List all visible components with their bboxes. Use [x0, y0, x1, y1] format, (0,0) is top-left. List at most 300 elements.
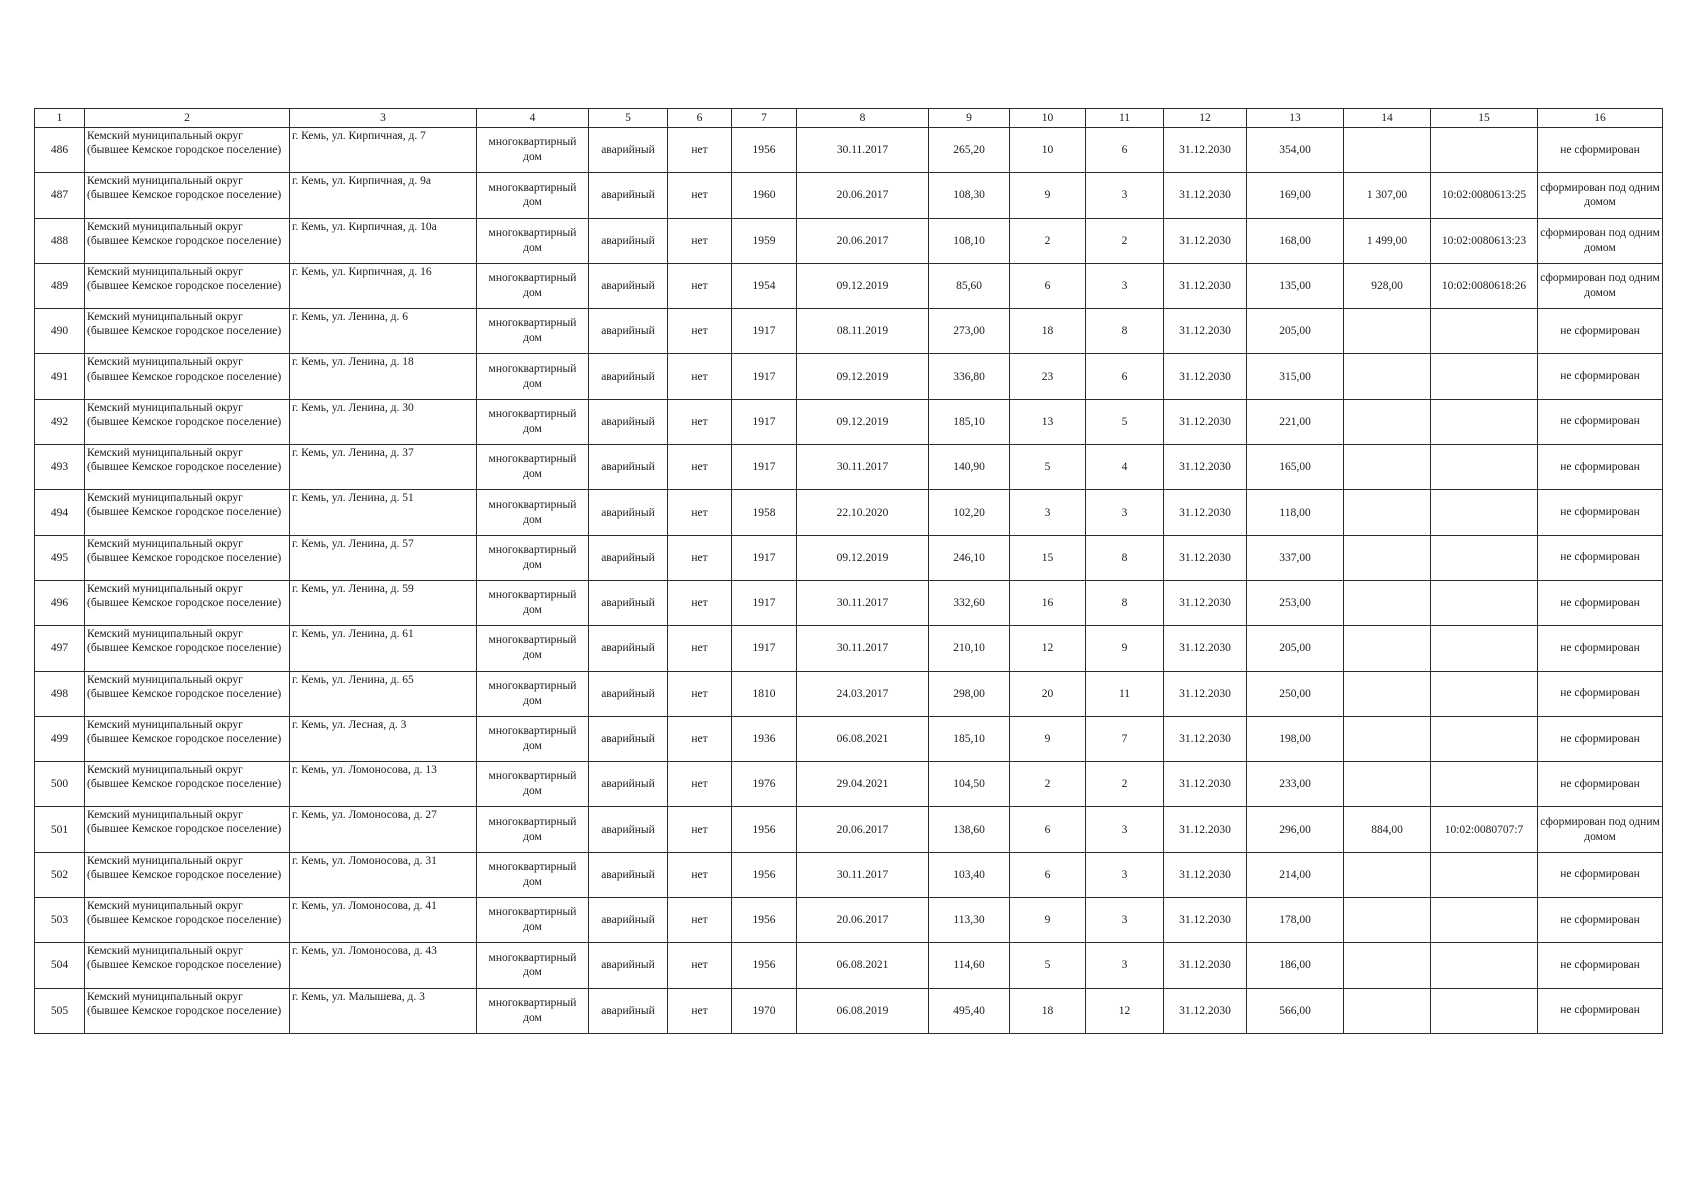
column-11-cell: 9 [1086, 626, 1164, 671]
cadastral-number-cell [1431, 580, 1538, 625]
condition-cell: аварийный [589, 762, 668, 807]
column-11-cell: 5 [1086, 399, 1164, 444]
column-10-cell: 12 [1010, 626, 1086, 671]
column-10-cell: 3 [1010, 490, 1086, 535]
flag-cell: нет [668, 128, 732, 173]
column-13-cell: 205,00 [1247, 626, 1344, 671]
column-13-cell: 566,00 [1247, 988, 1344, 1033]
cadastral-number-cell [1431, 535, 1538, 580]
condition-cell: аварийный [589, 852, 668, 897]
house-type-cell: многоквартирный дом [477, 399, 589, 444]
address-cell: г. Кемь, ул. Ломоносова, д. 31 [290, 852, 477, 897]
flag-cell: нет [668, 943, 732, 988]
column-13-cell: 168,00 [1247, 218, 1344, 263]
area-cell: 336,80 [929, 354, 1010, 399]
condition-cell: аварийный [589, 218, 668, 263]
recognized-date-cell: 30.11.2017 [797, 445, 929, 490]
condition-cell: аварийный [589, 716, 668, 761]
recognized-date-cell: 09.12.2019 [797, 354, 929, 399]
column-11-cell: 6 [1086, 354, 1164, 399]
column-13-cell: 118,00 [1247, 490, 1344, 535]
column-number-14: 14 [1344, 109, 1431, 128]
cadastral-number-cell [1431, 898, 1538, 943]
column-10-cell: 9 [1010, 173, 1086, 218]
plot-area-cell [1344, 943, 1431, 988]
condition-cell: аварийный [589, 807, 668, 852]
column-13-cell: 337,00 [1247, 535, 1344, 580]
house-type-cell: многоквартирный дом [477, 671, 589, 716]
condition-cell: аварийный [589, 898, 668, 943]
area-cell: 246,10 [929, 535, 1010, 580]
column-number-3: 3 [290, 109, 477, 128]
plot-area-cell [1344, 309, 1431, 354]
house-type-cell: многоквартирный дом [477, 354, 589, 399]
column-10-cell: 6 [1010, 263, 1086, 308]
area-cell: 103,40 [929, 852, 1010, 897]
plot-status-cell: не сформирован [1538, 445, 1663, 490]
column-number-4: 4 [477, 109, 589, 128]
plot-area-cell [1344, 490, 1431, 535]
column-11-cell: 2 [1086, 218, 1164, 263]
column-13-cell: 296,00 [1247, 807, 1344, 852]
municipality-cell: Кемский муниципальный округ (бывшее Кемское городское поселение) [85, 399, 290, 444]
plot-status-cell: не сформирован [1538, 943, 1663, 988]
flag-cell: нет [668, 988, 732, 1033]
area-cell: 108,10 [929, 218, 1010, 263]
cadastral-number-cell [1431, 762, 1538, 807]
table-row [35, 399, 1663, 444]
column-10-cell: 9 [1010, 716, 1086, 761]
flag-cell: нет [668, 762, 732, 807]
area-cell: 108,30 [929, 173, 1010, 218]
deadline-date-cell: 31.12.2030 [1164, 988, 1247, 1033]
plot-status-cell: сформирован под одним домом [1538, 173, 1663, 218]
address-cell: г. Кемь, ул. Ленина, д. 18 [290, 354, 477, 399]
column-number-1: 1 [35, 109, 85, 128]
cadastral-number-cell [1431, 671, 1538, 716]
row-number-cell: 492 [35, 399, 85, 444]
area-cell: 114,60 [929, 943, 1010, 988]
recognized-date-cell: 06.08.2021 [797, 716, 929, 761]
row-number-cell: 488 [35, 218, 85, 263]
plot-status-cell: не сформирован [1538, 852, 1663, 897]
flag-cell: нет [668, 445, 732, 490]
table-row [35, 218, 1663, 263]
row-number-cell: 495 [35, 535, 85, 580]
year-cell: 1976 [732, 762, 797, 807]
column-10-cell: 13 [1010, 399, 1086, 444]
house-type-cell: многоквартирный дом [477, 490, 589, 535]
address-cell: г. Кемь, ул. Ленина, д. 57 [290, 535, 477, 580]
recognized-date-cell: 09.12.2019 [797, 535, 929, 580]
area-cell: 140,90 [929, 445, 1010, 490]
row-number-cell: 487 [35, 173, 85, 218]
row-number-cell: 489 [35, 263, 85, 308]
year-cell: 1917 [732, 626, 797, 671]
cadastral-number-cell [1431, 490, 1538, 535]
house-type-cell: многоквартирный дом [477, 807, 589, 852]
deadline-date-cell: 31.12.2030 [1164, 354, 1247, 399]
deadline-date-cell: 31.12.2030 [1164, 445, 1247, 490]
plot-status-cell: не сформирован [1538, 535, 1663, 580]
flag-cell: нет [668, 399, 732, 444]
address-cell: г. Кемь, ул. Ленина, д. 51 [290, 490, 477, 535]
address-cell: г. Кемь, ул. Ленина, д. 30 [290, 399, 477, 444]
column-11-cell: 3 [1086, 898, 1164, 943]
plot-area-cell [1344, 988, 1431, 1033]
column-13-cell: 205,00 [1247, 309, 1344, 354]
column-number-9: 9 [929, 109, 1010, 128]
area-cell: 185,10 [929, 399, 1010, 444]
column-13-cell: 186,00 [1247, 943, 1344, 988]
row-number-cell: 496 [35, 580, 85, 625]
deadline-date-cell: 31.12.2030 [1164, 898, 1247, 943]
table-row [35, 490, 1663, 535]
deadline-date-cell: 31.12.2030 [1164, 399, 1247, 444]
flag-cell: нет [668, 309, 732, 354]
column-13-cell: 315,00 [1247, 354, 1344, 399]
column-11-cell: 3 [1086, 490, 1164, 535]
municipality-cell: Кемский муниципальный округ (бывшее Кемское городское поселение) [85, 671, 290, 716]
condition-cell: аварийный [589, 399, 668, 444]
column-10-cell: 20 [1010, 671, 1086, 716]
row-number-cell: 501 [35, 807, 85, 852]
flag-cell: нет [668, 535, 732, 580]
condition-cell: аварийный [589, 943, 668, 988]
deadline-date-cell: 31.12.2030 [1164, 580, 1247, 625]
deadline-date-cell: 31.12.2030 [1164, 626, 1247, 671]
cadastral-number-cell [1431, 988, 1538, 1033]
column-11-cell: 8 [1086, 535, 1164, 580]
municipality-cell: Кемский муниципальный округ (бывшее Кемское городское поселение) [85, 580, 290, 625]
plot-status-cell: сформирован под одним домом [1538, 218, 1663, 263]
municipality-cell: Кемский муниципальный округ (бывшее Кемское городское поселение) [85, 762, 290, 807]
plot-area-cell [1344, 445, 1431, 490]
condition-cell: аварийный [589, 988, 668, 1033]
deadline-date-cell: 31.12.2030 [1164, 943, 1247, 988]
plot-status-cell: не сформирован [1538, 898, 1663, 943]
deadline-date-cell: 31.12.2030 [1164, 762, 1247, 807]
row-number-cell: 502 [35, 852, 85, 897]
row-number-cell: 504 [35, 943, 85, 988]
column-11-cell: 2 [1086, 762, 1164, 807]
area-cell: 85,60 [929, 263, 1010, 308]
plot-area-cell [1344, 354, 1431, 399]
plot-status-cell: не сформирован [1538, 762, 1663, 807]
address-cell: г. Кемь, ул. Кирпичная, д. 7 [290, 128, 477, 173]
municipality-cell: Кемский муниципальный округ (бывшее Кемское городское поселение) [85, 490, 290, 535]
year-cell: 1956 [732, 807, 797, 852]
recognized-date-cell: 20.06.2017 [797, 807, 929, 852]
recognized-date-cell: 09.12.2019 [797, 263, 929, 308]
column-11-cell: 12 [1086, 988, 1164, 1033]
address-cell: г. Кемь, ул. Ломоносова, д. 27 [290, 807, 477, 852]
municipality-cell: Кемский муниципальный округ (бывшее Кемское городское поселение) [85, 852, 290, 897]
housing-registry-table [34, 108, 1663, 1034]
flag-cell: нет [668, 852, 732, 897]
table-row [35, 128, 1663, 173]
column-13-cell: 178,00 [1247, 898, 1344, 943]
table-row [35, 354, 1663, 399]
year-cell: 1959 [732, 218, 797, 263]
municipality-cell: Кемский муниципальный округ (бывшее Кемское городское поселение) [85, 128, 290, 173]
column-number-13: 13 [1247, 109, 1344, 128]
municipality-cell: Кемский муниципальный округ (бывшее Кемское городское поселение) [85, 626, 290, 671]
column-10-cell: 18 [1010, 988, 1086, 1033]
year-cell: 1956 [732, 898, 797, 943]
address-cell: г. Кемь, ул. Кирпичная, д. 16 [290, 263, 477, 308]
row-number-cell: 500 [35, 762, 85, 807]
plot-area-cell [1344, 852, 1431, 897]
address-cell: г. Кемь, ул. Ломоносова, д. 41 [290, 898, 477, 943]
column-13-cell: 221,00 [1247, 399, 1344, 444]
plot-area-cell: 1 499,00 [1344, 218, 1431, 263]
year-cell: 1936 [732, 716, 797, 761]
column-11-cell: 11 [1086, 671, 1164, 716]
cadastral-number-cell: 10:02:0080613:23 [1431, 218, 1538, 263]
table-row [35, 445, 1663, 490]
area-cell: 102,20 [929, 490, 1010, 535]
municipality-cell: Кемский муниципальный округ (бывшее Кемское городское поселение) [85, 445, 290, 490]
year-cell: 1917 [732, 399, 797, 444]
table-row [35, 535, 1663, 580]
area-cell: 113,30 [929, 898, 1010, 943]
column-11-cell: 3 [1086, 943, 1164, 988]
column-number-row [35, 109, 1663, 128]
recognized-date-cell: 06.08.2021 [797, 943, 929, 988]
row-number-cell: 493 [35, 445, 85, 490]
column-number-2: 2 [85, 109, 290, 128]
column-10-cell: 2 [1010, 218, 1086, 263]
address-cell: г. Кемь, ул. Ленина, д. 59 [290, 580, 477, 625]
address-cell: г. Кемь, ул. Ленина, д. 65 [290, 671, 477, 716]
column-10-cell: 23 [1010, 354, 1086, 399]
flag-cell: нет [668, 173, 732, 218]
table-row [35, 762, 1663, 807]
year-cell: 1917 [732, 580, 797, 625]
row-number-cell: 505 [35, 988, 85, 1033]
house-type-cell: многоквартирный дом [477, 173, 589, 218]
plot-status-cell: не сформирован [1538, 490, 1663, 535]
plot-status-cell: сформирован под одним домом [1538, 807, 1663, 852]
deadline-date-cell: 31.12.2030 [1164, 535, 1247, 580]
house-type-cell: многоквартирный дом [477, 535, 589, 580]
year-cell: 1956 [732, 943, 797, 988]
plot-status-cell: не сформирован [1538, 354, 1663, 399]
table-row [35, 263, 1663, 308]
area-cell: 265,20 [929, 128, 1010, 173]
column-11-cell: 7 [1086, 716, 1164, 761]
year-cell: 1917 [732, 354, 797, 399]
municipality-cell: Кемский муниципальный округ (бывшее Кемское городское поселение) [85, 309, 290, 354]
condition-cell: аварийный [589, 535, 668, 580]
deadline-date-cell: 31.12.2030 [1164, 263, 1247, 308]
column-number-10: 10 [1010, 109, 1086, 128]
column-number-15: 15 [1431, 109, 1538, 128]
address-cell: г. Кемь, ул. Ленина, д. 6 [290, 309, 477, 354]
plot-status-cell: не сформирован [1538, 626, 1663, 671]
area-cell: 210,10 [929, 626, 1010, 671]
plot-status-cell: не сформирован [1538, 671, 1663, 716]
plot-area-cell [1344, 535, 1431, 580]
condition-cell: аварийный [589, 354, 668, 399]
cadastral-number-cell: 10:02:0080618:26 [1431, 263, 1538, 308]
column-11-cell: 8 [1086, 580, 1164, 625]
plot-area-cell [1344, 762, 1431, 807]
address-cell: г. Кемь, ул. Кирпичная, д. 10а [290, 218, 477, 263]
column-10-cell: 16 [1010, 580, 1086, 625]
municipality-cell: Кемский муниципальный округ (бывшее Кемское городское поселение) [85, 988, 290, 1033]
table-row [35, 898, 1663, 943]
year-cell: 1958 [732, 490, 797, 535]
column-10-cell: 5 [1010, 943, 1086, 988]
condition-cell: аварийный [589, 173, 668, 218]
table-row [35, 943, 1663, 988]
house-type-cell: многоквартирный дом [477, 762, 589, 807]
deadline-date-cell: 31.12.2030 [1164, 852, 1247, 897]
column-13-cell: 165,00 [1247, 445, 1344, 490]
house-type-cell: многоквартирный дом [477, 128, 589, 173]
flag-cell: нет [668, 671, 732, 716]
condition-cell: аварийный [589, 263, 668, 308]
flag-cell: нет [668, 807, 732, 852]
condition-cell: аварийный [589, 580, 668, 625]
recognized-date-cell: 06.08.2019 [797, 988, 929, 1033]
column-10-cell: 18 [1010, 309, 1086, 354]
column-11-cell: 3 [1086, 263, 1164, 308]
cadastral-number-cell [1431, 128, 1538, 173]
plot-status-cell: не сформирован [1538, 716, 1663, 761]
deadline-date-cell: 31.12.2030 [1164, 173, 1247, 218]
address-cell: г. Кемь, ул. Малышева, д. 3 [290, 988, 477, 1033]
condition-cell: аварийный [589, 445, 668, 490]
column-10-cell: 5 [1010, 445, 1086, 490]
plot-status-cell: не сформирован [1538, 128, 1663, 173]
area-cell: 332,60 [929, 580, 1010, 625]
column-number-6: 6 [668, 109, 732, 128]
table-row [35, 626, 1663, 671]
row-number-cell: 497 [35, 626, 85, 671]
row-number-cell: 499 [35, 716, 85, 761]
house-type-cell: многоквартирный дом [477, 988, 589, 1033]
year-cell: 1960 [732, 173, 797, 218]
address-cell: г. Кемь, ул. Ломоносова, д. 43 [290, 943, 477, 988]
table-body [35, 128, 1663, 1034]
column-13-cell: 169,00 [1247, 173, 1344, 218]
area-cell: 298,00 [929, 671, 1010, 716]
column-13-cell: 354,00 [1247, 128, 1344, 173]
plot-area-cell [1344, 716, 1431, 761]
plot-area-cell: 884,00 [1344, 807, 1431, 852]
plot-status-cell: сформирован под одним домом [1538, 263, 1663, 308]
year-cell: 1970 [732, 988, 797, 1033]
column-13-cell: 135,00 [1247, 263, 1344, 308]
column-10-cell: 2 [1010, 762, 1086, 807]
year-cell: 1917 [732, 309, 797, 354]
table-row [35, 852, 1663, 897]
cadastral-number-cell [1431, 399, 1538, 444]
area-cell: 185,10 [929, 716, 1010, 761]
table-row [35, 671, 1663, 716]
cadastral-number-cell [1431, 716, 1538, 761]
house-type-cell: многоквартирный дом [477, 580, 589, 625]
plot-area-cell: 1 307,00 [1344, 173, 1431, 218]
column-number-8: 8 [797, 109, 929, 128]
row-number-cell: 503 [35, 898, 85, 943]
plot-status-cell: не сформирован [1538, 309, 1663, 354]
deadline-date-cell: 31.12.2030 [1164, 716, 1247, 761]
recognized-date-cell: 20.06.2017 [797, 218, 929, 263]
deadline-date-cell: 31.12.2030 [1164, 807, 1247, 852]
flag-cell: нет [668, 354, 732, 399]
column-number-5: 5 [589, 109, 668, 128]
flag-cell: нет [668, 580, 732, 625]
address-cell: г. Кемь, ул. Ленина, д. 37 [290, 445, 477, 490]
municipality-cell: Кемский муниципальный округ (бывшее Кемское городское поселение) [85, 943, 290, 988]
column-11-cell: 3 [1086, 807, 1164, 852]
row-number-cell: 498 [35, 671, 85, 716]
deadline-date-cell: 31.12.2030 [1164, 490, 1247, 535]
column-11-cell: 3 [1086, 852, 1164, 897]
municipality-cell: Кемский муниципальный округ (бывшее Кемское городское поселение) [85, 354, 290, 399]
area-cell: 104,50 [929, 762, 1010, 807]
row-number-cell: 494 [35, 490, 85, 535]
table-row [35, 716, 1663, 761]
condition-cell: аварийный [589, 128, 668, 173]
document-page [34, 108, 1662, 1034]
flag-cell: нет [668, 716, 732, 761]
address-cell: г. Кемь, ул. Ломоносова, д. 13 [290, 762, 477, 807]
cadastral-number-cell [1431, 626, 1538, 671]
cadastral-number-cell [1431, 852, 1538, 897]
year-cell: 1917 [732, 445, 797, 490]
recognized-date-cell: 22.10.2020 [797, 490, 929, 535]
recognized-date-cell: 08.11.2019 [797, 309, 929, 354]
address-cell: г. Кемь, ул. Лесная, д. 3 [290, 716, 477, 761]
table-row [35, 309, 1663, 354]
flag-cell: нет [668, 490, 732, 535]
year-cell: 1956 [732, 128, 797, 173]
address-cell: г. Кемь, ул. Ленина, д. 61 [290, 626, 477, 671]
row-number-cell: 490 [35, 309, 85, 354]
cadastral-number-cell [1431, 309, 1538, 354]
deadline-date-cell: 31.12.2030 [1164, 128, 1247, 173]
house-type-cell: многоквартирный дом [477, 445, 589, 490]
recognized-date-cell: 20.06.2017 [797, 898, 929, 943]
year-cell: 1954 [732, 263, 797, 308]
condition-cell: аварийный [589, 490, 668, 535]
house-type-cell: многоквартирный дом [477, 263, 589, 308]
column-11-cell: 6 [1086, 128, 1164, 173]
municipality-cell: Кемский муниципальный округ (бывшее Кемское городское поселение) [85, 173, 290, 218]
column-11-cell: 3 [1086, 173, 1164, 218]
area-cell: 138,60 [929, 807, 1010, 852]
address-cell: г. Кемь, ул. Кирпичная, д. 9а [290, 173, 477, 218]
year-cell: 1810 [732, 671, 797, 716]
column-number-12: 12 [1164, 109, 1247, 128]
municipality-cell: Кемский муниципальный округ (бывшее Кемское городское поселение) [85, 807, 290, 852]
recognized-date-cell: 30.11.2017 [797, 852, 929, 897]
column-13-cell: 250,00 [1247, 671, 1344, 716]
column-11-cell: 8 [1086, 309, 1164, 354]
deadline-date-cell: 31.12.2030 [1164, 671, 1247, 716]
house-type-cell: многоквартирный дом [477, 852, 589, 897]
plot-status-cell: не сформирован [1538, 580, 1663, 625]
flag-cell: нет [668, 263, 732, 308]
house-type-cell: многоквартирный дом [477, 309, 589, 354]
cadastral-number-cell: 10:02:0080707:7 [1431, 807, 1538, 852]
area-cell: 495,40 [929, 988, 1010, 1033]
